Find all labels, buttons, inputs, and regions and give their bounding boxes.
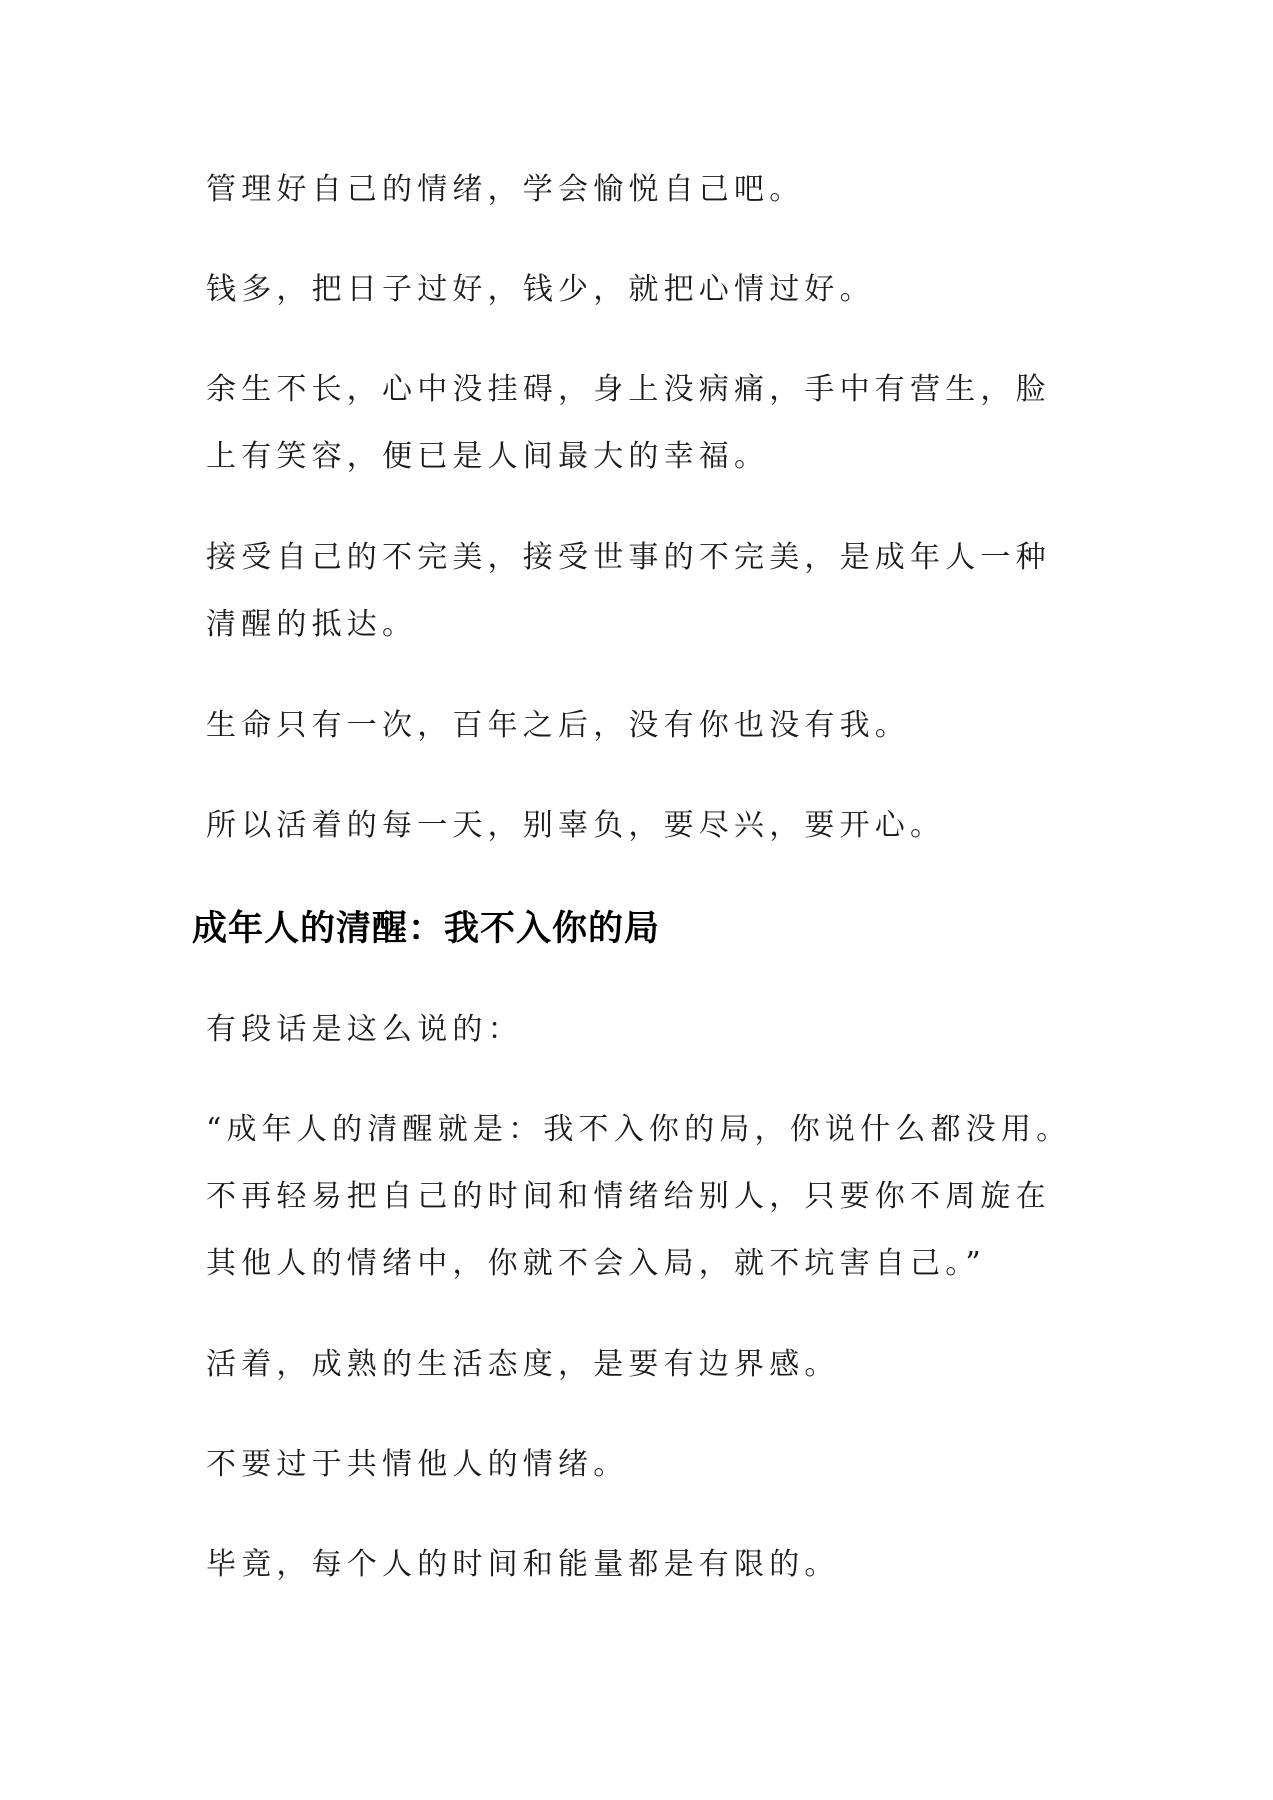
paragraph-boundaries: 活着，成熟的生活态度，是要有边界感。 bbox=[206, 1347, 840, 1382]
section-heading: 成年人的清醒：我不入你的局 bbox=[192, 909, 661, 949]
paragraph-manage-emotions: 管理好自己的情绪，学会愉悦自己吧。 bbox=[206, 172, 805, 207]
paragraph-saying-intro: 有段话是这么说的： bbox=[206, 1012, 523, 1047]
paragraph-life-once: 生命只有一次，百年之后，没有你也没有我。 bbox=[206, 708, 910, 743]
paragraph-empathy: 不要过于共情他人的情绪。 bbox=[206, 1447, 629, 1482]
paragraph-money: 钱多，把日子过好，钱少，就把心情过好。 bbox=[206, 272, 875, 307]
paragraph-every-day: 所以活着的每一天，别辜负，要尽兴，要开心。 bbox=[206, 808, 946, 843]
paragraph-accept-imperfection: 接受自己的不完美，接受世事的不完美，是成年人一种清醒的抵达。 bbox=[206, 540, 1051, 642]
paragraph-rest-of-life: 余生不长，心中没挂碍，身上没病痛，手中有营生，脸上有笑容，便已是人间最大的幸福。 bbox=[206, 372, 1051, 474]
paragraph-quote: “成年人的清醒就是：我不入你的局，你说什么都没用。不再轻易把自己的时间和情绪给别人，只要你不周旋在其他人的情绪中，你就不会入局，就不坑害自己。” bbox=[206, 1112, 1072, 1281]
paragraph-limited-energy: 毕竟，每个人的时间和能量都是有限的。 bbox=[206, 1547, 840, 1582]
